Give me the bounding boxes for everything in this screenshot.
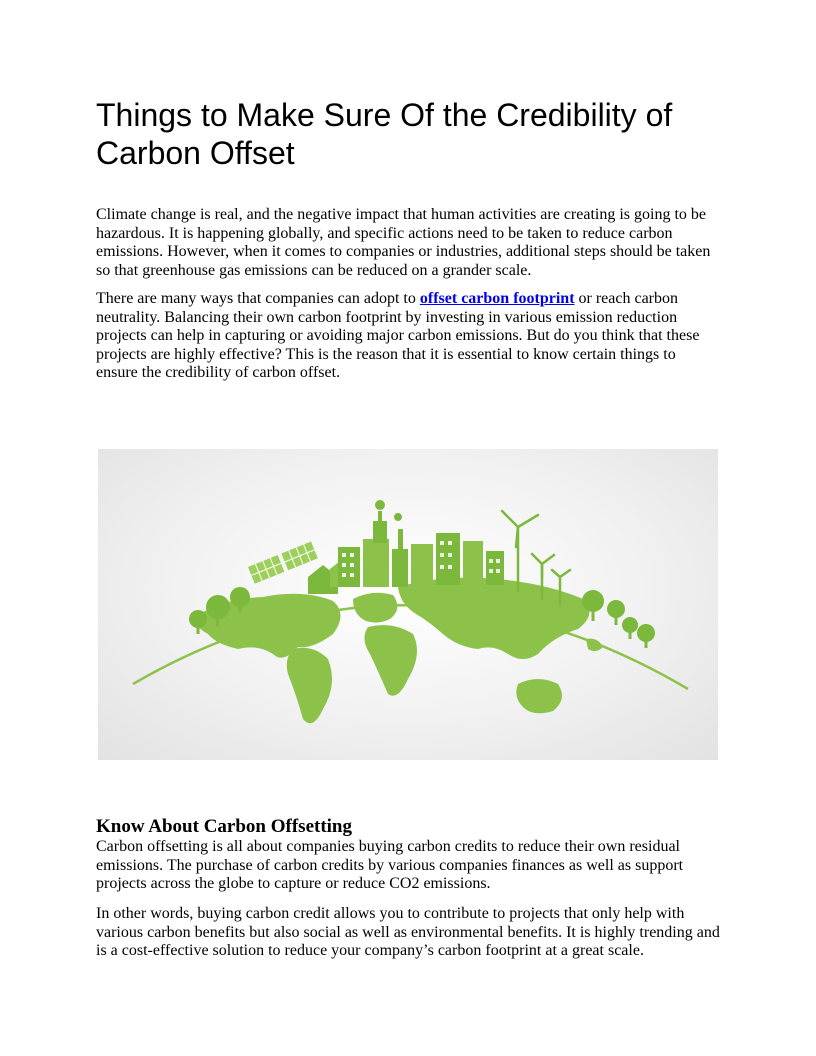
green-earth-city-icon	[98, 449, 718, 760]
paragraph-offset-text-1: There are many ways that companies can adopt to	[96, 290, 420, 307]
green-earth-illustration	[98, 449, 718, 760]
section-paragraph-2: In other words, buying carbon credit allows you to contribute to projects that only help with various carbon benefits but also social as well as environmental benefits. It is highly trending and is a cost-effective solution to reduce your company’s carbon footprint at a great scale.	[96, 905, 720, 959]
intro-paragraph: Climate change is real, and the negative impact that human activities are creating is going to be hazardous. It is happening globally, and specific actions need to be taken to reduce carbon emissions. However, when it comes to companies or industries, additional steps should be taken so that greenhouse gas emissions can be reduced on a grander scale.	[96, 206, 711, 279]
paragraph-offset-text-2: or reach carbon neutrality. Balancing their own carbon footprint by investing in various emission reduction projects can help in capturing or avoiding major carbon emissions. But do you think that these projects are highly effective? This is the reason that it is essential to know certain things to ensure the credibility of carbon offset.	[96, 290, 700, 381]
section-paragraph-1: Carbon offsetting is all about companies buying carbon credits to reduce their own residual emissions. The purchase of carbon credits by various companies finances as well as support projects across the globe to capture or reduce CO2 emissions.	[96, 838, 684, 892]
section-heading: Know About Carbon Offsetting	[96, 816, 352, 837]
paragraph-offset	[96, 290, 720, 383]
page-title: Things to Make Sure Of the Credibility of Carbon Offset	[96, 97, 673, 171]
offset-carbon-footprint-link[interactable]: offset carbon footprint	[419, 290, 575, 307]
